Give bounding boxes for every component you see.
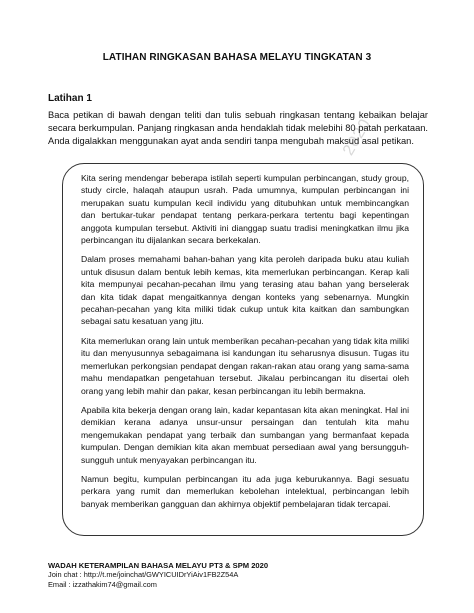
footer	[48, 561, 268, 589]
passage-paragraph: Apabila kita bekerja dengan orang lain, kadar kepantasan kita akan meningkat. Hal ini demikian kerana adanya unsur-unsur persaingan dan tentulah kita mahu mengemukakan pendapat yang terbaik dan sumbangan yang bermanfaat kepada kumpulan. Dengan demikian kita akan membuat persediaan awal yang bersungguh-sungguh untuk menyayakan perbincangan itu.	[81, 404, 409, 465]
footer-title: WADAH KETERAMPILAN BAHASA MELAYU PT3 & SPM 2020	[48, 561, 269, 570]
instruction-text: Baca petikan di bawah dengan teliti dan tulis sebuah ringkasan tentang kebaikan belajar secara berkumpulan. Panjang ringkasan anda hendaklah tidak melebihi 80 patah perkataan. Anda digalakkan menggunakan ayat anda sendiri tanpa mengubah maksud asal petikan.	[48, 110, 428, 146]
footer-email[interactable]: Email : izzathakim74@gmail.com	[48, 579, 157, 589]
section-heading: Latihan 1	[48, 93, 92, 104]
passage-box	[62, 163, 424, 536]
passage-paragraph: Kita sering mendengar beberapa istilah seperti kumpulan perbincangan, study group, study circle, halaqah ataupun usrah. Pada umumnya, kumpulan perbincangan ini merupakan suatu kumpulan kecil individu yang ditubuhkan untuk membincangkan dan bertukar-tukar pendapat tentang perkara-perkara tertentu bagi kepentingan anggota kumpulan tersebut. Aktiviti ini dianggap suatu tradisi meningkatkan ilmu jika perbincangan itu dijalankan secara berkekalan.	[81, 173, 409, 246]
passage-paragraph: Kita memerlukan orang lain untuk memberikan pecahan-pecahan yang tidak kita miliki itu dan menyusunnya sebagaimana isi kandungan itu seharusnya disusun. Tugas itu memerlukan perkongsian pendapat dengan rakan-rakan atau orang yang sama-sama mahu mendapatkan pengetahuan tersebut. Jikalau perbincangan itu disertai oleh orang yang lebih mahir dan pakar, kesan perbincangan itu lebih bermakna.	[81, 335, 409, 396]
passage-paragraph: Dalam proses memahami bahan-bahan yang kita peroleh daripada buku atau kuliah untuk disusun dalam bentuk lebih kemas, kita memerlukan perbincangan. Kerap kali kita mempunyai pecahan-pecahan ilmu yang terasing atau bahan yang berselerak dan kita tidak dapat mengaitkannya dengan konteks yang sebenarnya. Mungkin pecahan-pecahan yang kita miliki tidak cukup untuk kita kaitkan dan sambungkan sebagai satu kesatuan yang jitu.	[81, 254, 409, 327]
passage-paragraph: Namun begitu, kumpulan perbincangan itu ada juga keburukannya. Bagi sesuatu perkara yang rumit dan memerlukan kebolehan intelektual, perbincangan lebih banyak memberikan gangguan dan akhirnya objektif pembelajaran tidak tercapai.	[81, 473, 409, 509]
watermark: 2020	[340, 115, 375, 159]
footer-join-link[interactable]: Join chat : http://t.me/joinchat/GWYICUIDrYiAiv1FB2Z54A	[48, 570, 239, 580]
page-title: LATIHAN RINGKASAN BAHASA MELAYU TINGKATAN 3	[102, 52, 372, 63]
